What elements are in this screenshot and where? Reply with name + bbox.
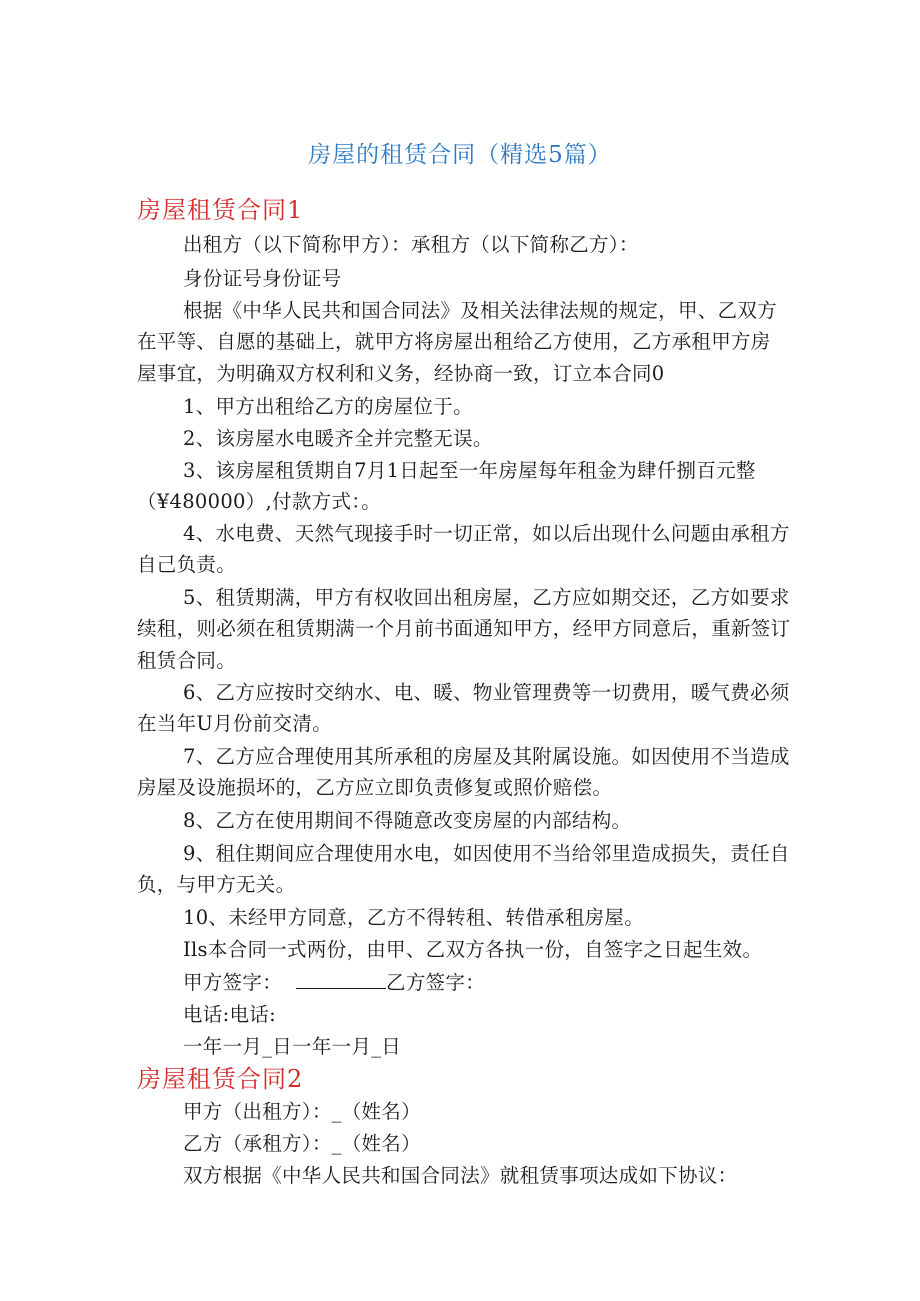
party-a-signature-blank[interactable] xyxy=(296,968,386,989)
preamble-line-3: 屋事宜，为明确双方权利和义务，经协商一致，订立本合同0 xyxy=(137,362,665,385)
preamble-line-2: 在平等、自愿的基础上，就甲方将房屋出租给乙方使用，乙方承租甲方房 xyxy=(137,330,771,353)
clause-6-line-1: 6、乙方应按时交纳水、电、暖、物业管理费等一切费用，暖气费必须 xyxy=(183,681,790,704)
phone-line: 电话:电话: xyxy=(183,1003,276,1026)
clause-11: Ils本合同一式两份，由甲、乙双方各执一份，自签字之日起生效。 xyxy=(183,938,763,961)
document-title: 房屋的租赁合同（精选5篇） xyxy=(308,142,612,168)
clause-1: 1、甲方出租给乙方的房屋位于。 xyxy=(183,395,473,418)
clause-5-line-3: 租赁合同。 xyxy=(137,649,237,672)
clause-9-line-2: 负，与甲方无关。 xyxy=(137,873,296,896)
clause-10: 10、未经甲方同意，乙方不得转租、转借承租房屋。 xyxy=(183,906,645,929)
clause-5-line-2: 续租，则必须在租赁期满一个月前书面通知甲方，经甲方同意后，重新签订 xyxy=(137,617,791,640)
clause-2: 2、该房屋水电暖齐全并完整无误。 xyxy=(183,427,493,450)
clause-9-line-1: 9、租住期间应合理使用水电，如因使用不当给邻里造成损失，责任自 xyxy=(183,842,790,865)
party-b-line: 乙方（承租方）：_（姓名） xyxy=(183,1132,421,1155)
clause-5-line-1: 5、租赁期满，甲方有权收回出租房屋，乙方应如期交还，乙方如要求 xyxy=(183,586,790,609)
section-heading-1: 房屋租赁合同1 xyxy=(137,196,304,224)
clause-7-line-1: 7、乙方应合理使用其所承租的房屋及其附属设施。如因使用不当造成 xyxy=(183,745,790,768)
clause-8: 8、乙方在使用期间不得随意改变房屋的内部结构。 xyxy=(183,809,632,832)
clause-4-line-2: 自己负责。 xyxy=(137,553,237,576)
party-b-signature-label: 乙方签字： xyxy=(386,971,486,994)
date-line: 一年一月_日一年一月_日 xyxy=(183,1035,402,1058)
clause-4-line-1: 4、水电费、天然气现接手时一切正常，如以后出现什么问题由承租方 xyxy=(183,522,790,545)
section-heading-2: 房屋租赁合同2 xyxy=(137,1065,304,1093)
signature-line xyxy=(183,968,485,998)
clause-7-line-2: 房屋及设施损坏的，乙方应立即负责修复或照价赔偿。 xyxy=(137,776,613,799)
clause-6-line-2: 在当年U月份前交清。 xyxy=(137,712,332,735)
party-a-line: 甲方（出租方）：_（姓名） xyxy=(183,1100,421,1123)
id-line: 身份证号身份证号 xyxy=(183,267,342,290)
clause-3-line-2: （¥480000）,付款方式：。 xyxy=(137,490,382,513)
party-a-signature-label: 甲方签字： xyxy=(183,971,283,994)
agreement-intro: 双方根据《中华人民共和国合同法》就租赁事项达成如下协议： xyxy=(183,1164,738,1187)
clause-3-line-1: 3、该房屋租赁期自7月1日起至一年房屋每年租金为肆仟捌百元整 xyxy=(183,459,756,482)
preamble-line-1: 根据《中华人民共和国合同法》及相关法律法规的规定，甲、乙双方 xyxy=(183,299,778,322)
parties-line: 出租方（以下简称甲方）：承租方（以下简称乙方）： xyxy=(183,233,639,256)
